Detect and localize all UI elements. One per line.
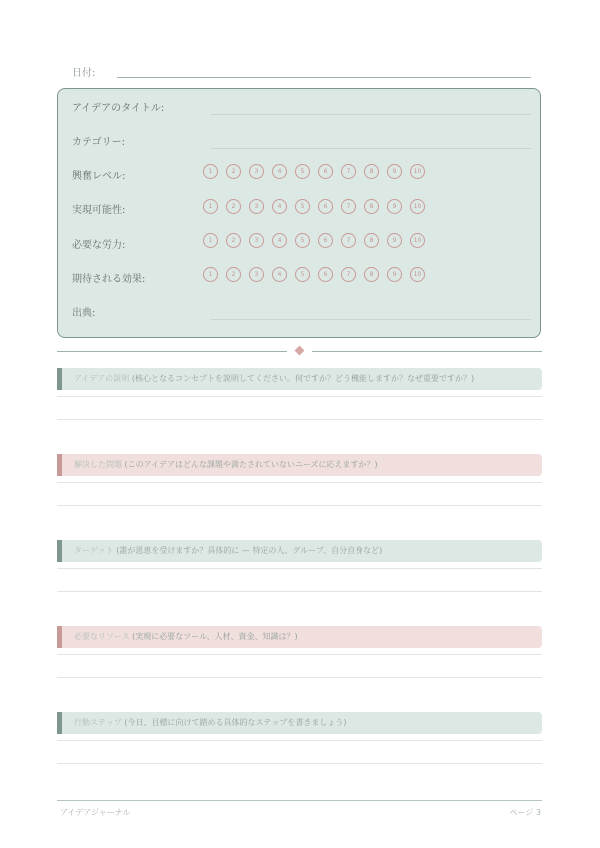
divider-line-right [312, 351, 542, 352]
writing-line[interactable] [57, 654, 542, 655]
writing-line[interactable] [57, 591, 542, 592]
rating-option[interactable]: 3 [249, 233, 264, 248]
section-accent-bar [57, 454, 62, 476]
section-description: (核心となるコンセプトを説明してください。何ですか？どう機能しますか？なぜ重要ですか？) [129, 374, 475, 383]
footer-divider [57, 800, 542, 801]
section-description: (誰が恩恵を受けますか？具体的に — 特定の人、グループ、自分自身など) [113, 546, 383, 555]
category-field-label: カテゴリー: [72, 137, 125, 148]
rating-option[interactable]: 5 [295, 164, 310, 179]
rating-option[interactable]: 2 [226, 233, 241, 248]
writing-line[interactable] [57, 763, 542, 764]
rating-option[interactable]: 9 [387, 233, 402, 248]
title-input-line[interactable] [211, 114, 531, 115]
date-input-line[interactable] [117, 77, 531, 78]
rating-option[interactable]: 2 [226, 267, 241, 282]
rating-option[interactable]: 3 [249, 267, 264, 282]
writing-line[interactable] [57, 505, 542, 506]
section-title: 行動ステップ [74, 718, 122, 727]
rating-option[interactable]: 8 [364, 164, 379, 179]
rating-option[interactable]: 2 [226, 164, 241, 179]
rating-option[interactable]: 6 [318, 164, 333, 179]
section-accent-bar [57, 712, 62, 734]
footer-page-number: ページ 3 [509, 808, 541, 817]
rating-option[interactable]: 2 [226, 199, 241, 214]
excitement-rating-label: 興奮レベル: [72, 171, 126, 182]
idea-info-card [57, 88, 541, 338]
rating-option[interactable]: 10 [410, 199, 425, 214]
rating-option[interactable]: 8 [364, 199, 379, 214]
rating-option[interactable]: 9 [387, 164, 402, 179]
section-header [57, 540, 542, 562]
section-header [57, 368, 542, 390]
section-accent-bar [57, 368, 62, 390]
rating-option[interactable]: 5 [295, 199, 310, 214]
section-title: ターゲット [74, 546, 114, 555]
section-description: (今日、目標に向けて踏める具体的なステップを書きましょう) [121, 718, 347, 727]
category-input-line[interactable] [211, 148, 531, 149]
rating-option[interactable]: 6 [318, 267, 333, 282]
rating-option[interactable]: 6 [318, 233, 333, 248]
source-field-label: 出典: [72, 308, 96, 319]
rating-option[interactable]: 4 [272, 199, 287, 214]
section-accent-bar [57, 626, 62, 648]
date-label: 日付: [72, 68, 96, 79]
rating-option[interactable]: 9 [387, 199, 402, 214]
rating-option[interactable]: 3 [249, 199, 264, 214]
rating-option[interactable]: 5 [295, 233, 310, 248]
rating-option[interactable]: 9 [387, 267, 402, 282]
writing-line[interactable] [57, 482, 542, 483]
writing-line[interactable] [57, 740, 542, 741]
rating-option[interactable]: 10 [410, 164, 425, 179]
footer-journal-title: アイデアジャーナル [60, 808, 131, 817]
rating-option[interactable]: 7 [341, 199, 356, 214]
title-field-label: アイデアのタイトル: [72, 103, 165, 114]
section-header [57, 626, 542, 648]
rating-option[interactable]: 8 [364, 233, 379, 248]
rating-option[interactable]: 7 [341, 233, 356, 248]
section-header [57, 454, 542, 476]
divider-line-left [57, 351, 287, 352]
feasibility-rating-label: 実現可能性: [72, 205, 126, 216]
rating-option[interactable]: 4 [272, 267, 287, 282]
rating-option[interactable]: 8 [364, 267, 379, 282]
writing-line[interactable] [57, 568, 542, 569]
effort-rating-label: 必要な労力: [72, 240, 126, 251]
rating-option[interactable]: 10 [410, 267, 425, 282]
source-input-line[interactable] [211, 319, 531, 320]
rating-option[interactable]: 7 [341, 164, 356, 179]
impact-rating-label: 期待される効果: [72, 274, 146, 285]
rating-option[interactable]: 1 [203, 199, 218, 214]
rating-option[interactable]: 1 [203, 164, 218, 179]
section-title: 解決した問題 [74, 460, 122, 469]
writing-line[interactable] [57, 677, 542, 678]
rating-option[interactable]: 4 [272, 164, 287, 179]
rating-option[interactable]: 5 [295, 267, 310, 282]
section-description: (実現に必要なツール、人材、資金、知識は？) [129, 632, 298, 641]
rating-option[interactable]: 7 [341, 267, 356, 282]
writing-line[interactable] [57, 419, 542, 420]
section-title: アイデアの説明 [74, 374, 130, 383]
rating-option[interactable]: 6 [318, 199, 333, 214]
rating-option[interactable]: 3 [249, 164, 264, 179]
diamond-ornament-icon [295, 346, 305, 356]
rating-option[interactable]: 4 [272, 233, 287, 248]
section-accent-bar [57, 540, 62, 562]
writing-line[interactable] [57, 396, 542, 397]
rating-option[interactable]: 1 [203, 233, 218, 248]
rating-option[interactable]: 10 [410, 233, 425, 248]
section-title: 必要なリソース [74, 632, 130, 641]
rating-option[interactable]: 1 [203, 267, 218, 282]
section-description: (このアイデアはどんな課題や満たされていないニーズに応えますか？) [122, 460, 378, 469]
section-header [57, 712, 542, 734]
